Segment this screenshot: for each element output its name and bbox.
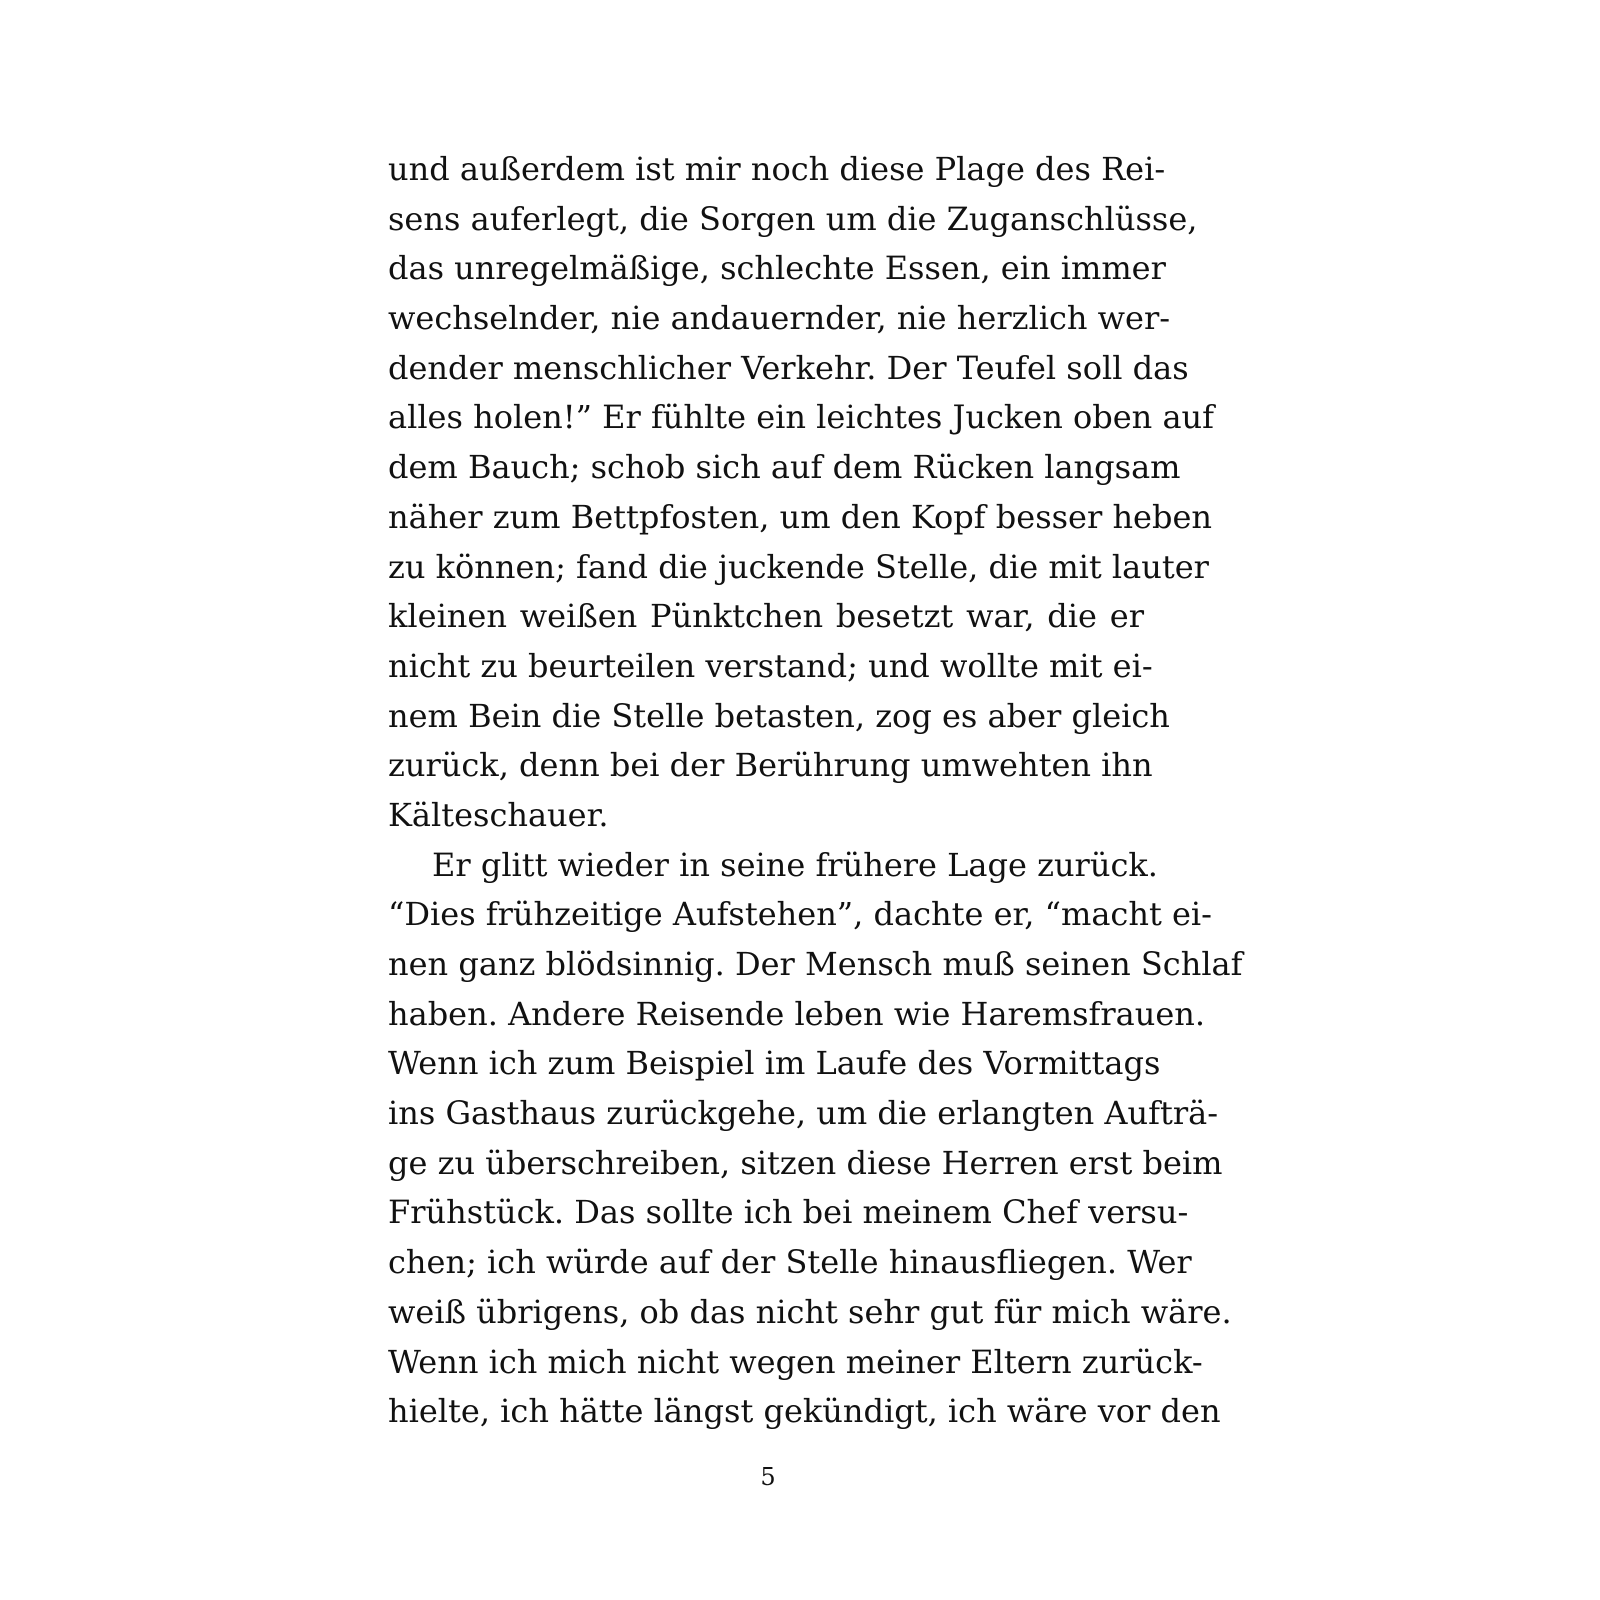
text-line: und außerdem ist mir noch diese Plage des Rei- <box>388 150 1166 188</box>
text-line: chen; ich würde auf der Stelle hinausfliegen. Wer <box>388 1243 1192 1282</box>
text-line: wechselnder, nie andauernder, nie herzlich wer- <box>388 299 1171 338</box>
text-line: kleinen weißen Pünktchen besetzt war, die er <box>388 597 1144 636</box>
text-line: Wenn ich zum Beispiel im Laufe des Vormittags <box>388 1044 1161 1083</box>
text-line: ge zu überschreiben, sitzen diese Herren erst beim <box>388 1143 1223 1182</box>
text-line: nem Bein die Stelle betasten, zog es aber gleich <box>388 696 1170 735</box>
text-line: ins Gasthaus zurückgehe, um die erlangten Aufträ- <box>388 1094 1219 1133</box>
text-line: Frühstück. Das sollte ich bei meinem Chef versu- <box>388 1193 1189 1232</box>
text-line: alles holen!” Er fühlte ein leichtes Jucken oben auf <box>388 398 1214 437</box>
text-line: “Dies frühzeitige Aufstehen”, dachte er, “macht ei- <box>388 895 1212 934</box>
text-line: das unregelmäßige, schlechte Essen, ein immer <box>388 249 1166 288</box>
text-line: dem Bauch; schob sich auf dem Rücken langsam <box>388 448 1181 487</box>
body-text <box>388 145 1243 1437</box>
text-line-paragraph-start: Er glitt wieder in seine frühere Lage zurück. <box>432 845 1158 884</box>
text-line: Wenn ich mich nicht wegen meiner Eltern zurück- <box>388 1342 1203 1381</box>
text-line: näher zum Bettpfosten, um den Kopf besser heben <box>388 497 1213 536</box>
text-line: dender menschlicher Verkehr. Der Teufel soll das <box>388 348 1189 387</box>
text-line: haben. Andere Reisende leben wie Haremsfrauen. <box>388 994 1206 1033</box>
text-line: zurück, denn bei der Berührung umwehten ihn <box>388 746 1153 785</box>
text-line-paragraph-end: Kälteschauer. <box>388 795 609 834</box>
page-number: 5 <box>760 1463 776 1491</box>
text-line: hielte, ich hätte längst gekündigt, ich wäre vor den <box>388 1392 1221 1431</box>
text-line: zu können; fand die juckende Stelle, die mit lauter <box>388 547 1209 586</box>
text-line: nen ganz blödsinnig. Der Mensch muß seinen Schlaf <box>388 945 1243 983</box>
text-line: weiß übrigens, ob das nicht sehr gut für mich wäre. <box>388 1292 1232 1331</box>
text-line: nicht zu beurteilen verstand; und wollte mit ei- <box>388 646 1153 685</box>
text-line: sens auferlegt, die Sorgen um die Zuganschlüsse, <box>388 199 1198 238</box>
